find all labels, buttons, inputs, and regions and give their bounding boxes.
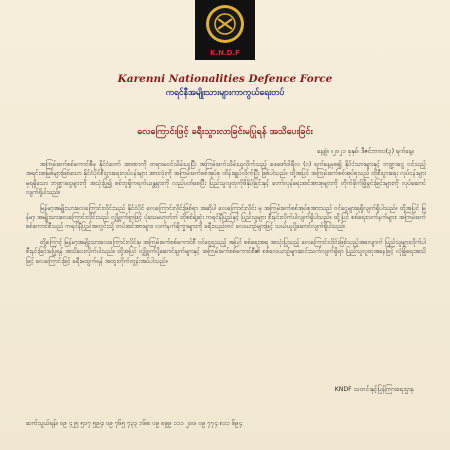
statement-title: လေကြောင်းဖြင့် ခရီးသွားလာခြင်းမပြုရန် အသိပေးခြင်း (137, 127, 313, 137)
statement-body (26, 160, 426, 272)
paragraph-1: အကြမ်းဖက်စစ်ကောင်စီမှ နိုင်ငံတော် အာဏာကို တရားမဝင်သိမ်းယူပြီး အကြမ်းဖက်သိမ်းယူလိုက်သည့် ဖေဖော်ဝါရီလ (၁) ရက်နေ့မှစ၍ နိုင်ငံသားများနှင့် ဘဏ္ဍာငွေ ဝင်သည့် အရင်းအမြစ်များဖြစ်သော နိုင်ငံပိုင်စီးပွားရေးလုပ်ငန်းများ အားလုံးကို အကြမ်းဖက်စစ်အုပ်စု ထိန်းချုပ်လိုက်ပြီး ဖြစ်ပါသည်။ ထို့အပြင် အကြမ်းဖက်စစ်အုပ်စုသည် ထိုစီးပွားရေး လုပ်ငန်းများမှရရှိသော ဘဏ္ဍာငွေများကို အသုံးပြု၍ စစ်ဘူရှိကရက်ယန္တရားကို လည်ပတ်စေပြီး ပြည်သူလူထုကိုဖိနှိပ်ခြင်းနှင့် တော်လှန်ရေးအင်အားစုများကို တိုက်ခိုက်ဖြိုခွင်းခြင်းများကို လုပ်ဆောင်လျက်ရှိပါသည်။ (26, 161, 426, 197)
org-name-burmese: ကရင်နီအမျိုးသားများကာကွယ်ရေးတပ် (165, 88, 285, 98)
statement-date: နေ့စွဲ။ ။၂၀၂၁ ခုနှစ်၊ ဒီဇင်ဘာလ(၃) ရက်နေ့။ (317, 148, 414, 155)
contact-numbers: ဆက်သွယ်ရန်။ ၀၉ ၄၂၅ ၅၁၇ ၅၉၄၊ ၀၉ ၇၆၅ ၇၃၃ ၁၆၈၊ ၀၉ ၈၉၉ ၁၁၁ ၂၀၀၊ ၀၉ ၇၇၄ ၈၁၁ ၆၉၄ (26, 420, 243, 427)
kndf-emblem-icon (195, 0, 255, 60)
signature-department: KNDF သတင်းနှင့်ပြန်ကြားရေးဌာန (334, 386, 414, 393)
org-name-english: Karenni Nationalities Defence Force (117, 73, 333, 85)
paragraph-2: မြန်မာ့အမျိုးသားလေကြောင်းလိုင်းသည် နိုင်ငံပိုင် လေကြောင်းလိုင်းဖြစ်ရာ အဆိုပါ လေကြောင်းလိုင်း မှ အကြမ်းဖက်စစ်အုပ်စုအားသည် ဝင်ငွေများရရှိလျက်ရှိပါသည်။ ထို့အပြင် မြန်မာ့ အမျိုးသားလေကြောင်းလိုင်းသည် လျှို့ဝှက်စွာဖြင့် ပုံသေမဟုတ်ဘဲ ထိုစစ်ရဲ့ဆုံး ကရင်နီပြည်နှင့် ပြည်သူများ စီးနင်းလိုက်ပါလျက်ရှိပါသည်။ ထို့ပြင် စစ်ရေးလက်နက်များ၊ အကြမ်းဖက် စစ်ကောင်စီသည် ကရင်နီပြည်အတွင်းသို့ တပ်အင်အားများ၊ လက်နက်ရိက္ခာများကို ခရီးသည်တင် လေယာဉ်များဖြင့် သယ်ယူပို့ဆောင်လျက်ရှိပါသည်။ (26, 204, 426, 231)
paragraph-3: ထို့ကြောင့် မြန်မာ့အမျိုးသားလေကြောင်းလိုင်းမှ အကြမ်းဖက်စစ်ကောင်စီ ဝင်ငွေရသည့် အပြင် စစ်ရေးအရ အသုံးပြုသည့် လေကြောင်းလိုင်းဖြစ်သည့်အလျောက် ပြည်သူများလိုက်ပါစီးနင်းခြင်းမပြုရန် အသိပေးလိုက်ပါသည်။ ထို့အပြင် လျှို့ဝှက်ပို့ဆောင်ချက်များနှင့် အကြမ်းဖက်စစ်ကောင်စီ၏ စစ်လေယာဉ်များဆင်းသက်လျက်ရှိရာ ပြည်သူလူထုအနေဖြင့် လုံခြုံရေးအသိဖြင့် လေကြောင်းဖြင့် ခရီးမထွက်ရန် အထူးတိုက်တွန်းအပ်ပါသည်။ (26, 238, 426, 265)
logo-text: K.N.D.F (210, 49, 240, 57)
